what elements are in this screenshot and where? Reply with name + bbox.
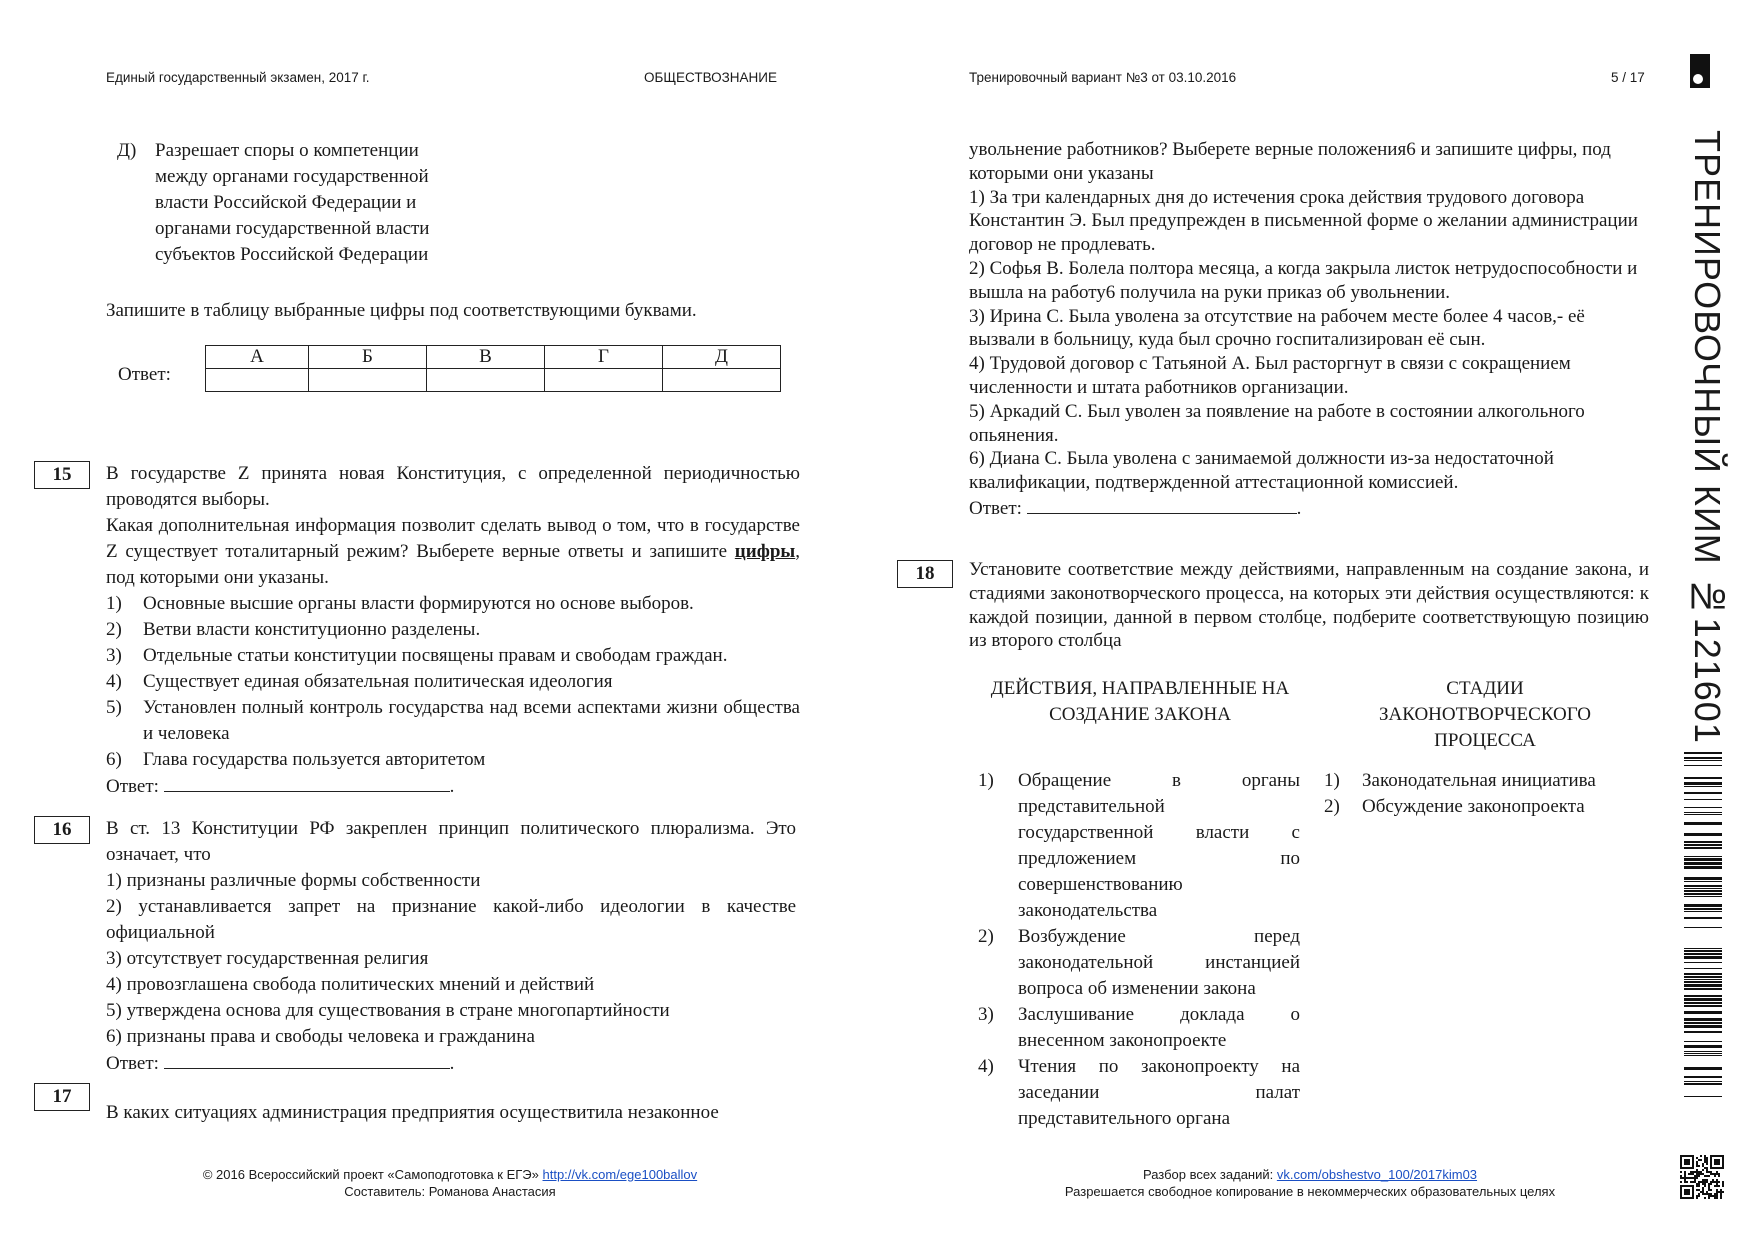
q18-col1-list [978, 768, 1300, 1132]
footer-left [130, 1166, 770, 1200]
list-item: 6) Глава государства пользуется авторитетом [106, 749, 486, 770]
q14-answer-table [205, 345, 781, 392]
q14-answer-cell-b[interactable] [309, 369, 427, 392]
list-item: 2) устанавливается запрет на признание какой-либо идеологии в качестве официальной [106, 896, 796, 943]
q14-line: между органами государственной [155, 166, 429, 187]
q15-question [106, 513, 800, 591]
list-item: 6) признаны права и свободы человека и гражданина [106, 1026, 535, 1047]
q14-option-d-text [155, 138, 475, 268]
list-item: 5) Установлен полный контроль государства над всеми аспектами жизни общества и человека [106, 697, 800, 744]
barcode [1684, 752, 1722, 1102]
header-exam-title: Единый государственный экзамен, 2017 г. [106, 70, 370, 85]
footer-author: Составитель: Романова Анастасия [344, 1184, 556, 1199]
q14-answer-label: Ответ: [118, 364, 171, 385]
q17-answer-label: Ответ: [969, 497, 1022, 519]
list-item: 5) утверждена основа для существования в стране многопартийности [106, 1000, 670, 1021]
list-item: 1) Основные высшие органы власти формируются но основе выборов. [106, 593, 694, 614]
footer-copyright: © 2016 Всероссийский проект «Самоподготовка к ЕГЭ» [202, 1167, 543, 1182]
list-item: 1) Обращение в органы представительной государственной власти с предложением по совершенствованию законодательства [978, 770, 1300, 921]
list-item: 4) Трудовой договор с Татьяной А. Был расторгнут в связи с сокращением численности и штата работников организации. [969, 353, 1571, 398]
footer-vk-link[interactable]: http://vk.com/ege100ballov [542, 1167, 698, 1182]
q14-col-b: Б [309, 346, 427, 369]
q14-line: субъектов Российской Федерации [155, 244, 429, 265]
q15-emphasis: цифры [734, 541, 796, 562]
q14-col-g: Г [545, 346, 663, 369]
q14-instruction: Запишите в таблицу выбранные цифры под соответствующими буквами. [106, 300, 697, 321]
q14-line: органами государственной власти [155, 218, 430, 239]
list-item: 4) Чтения по законопроекту на заседании палат представительного органа [978, 1056, 1300, 1129]
footer-license: Разрешается свободное копирование в некоммерческих образовательных целях [1064, 1184, 1556, 1199]
q15-answer-label: Ответ: [106, 776, 159, 797]
q14-letter-d: Д) [117, 140, 137, 161]
q16-block [106, 816, 796, 1077]
list-item: 3) Заслушивание доклада о внесенном законопроекте [978, 1004, 1300, 1051]
list-item: 3) отсутствует государственная религия [106, 948, 429, 969]
list-item: 2) Возбуждение перед законодательной инстанцией вопроса об изменении закона [978, 926, 1300, 999]
q14-col-a: А [206, 346, 309, 369]
q18-col2-list [1324, 768, 1644, 820]
q14-line: власти Российской Федерации и [155, 192, 417, 213]
list-item: 5) Аркадий С. Был уволен за появление на работе в состоянии алкогольного опьянения. [969, 400, 1585, 446]
list-item: 2) Софья В. Болела полтора месяца, а когда закрыла листок нетрудоспособности и вышла на работу6 получила на руки приказ об увольнении. [969, 257, 1638, 303]
list-item: 6) Диана С. Была уволена с занимаемой должности из-за недостаточной квалификации, подтвержденной аттестационной комиссией. [969, 448, 1554, 494]
q15-number: 15 [34, 461, 90, 489]
q18-col1-header: ДЕЙСТВИЯ, НАПРАВЛЕННЫЕ НА СОЗДАНИЕ ЗАКОНА [990, 678, 1290, 725]
q18-intro: Установите соответствие между действиями, направленным на создание закона, и стадиями законотворческого процесса, на которых эти действия осуществляются: к каждой позиции, данной в первом столбце, подберите соответствующую позицию из второго столбца [969, 559, 1649, 652]
list-item: 3) Ирина С. Была уволена за отсутствие на рабочем месте более 4 часов,- её вызвали в больницу, куда был срочно госпитализирован её сын. [969, 305, 1585, 351]
list-item: 4) провозглашена свобода политических мнений и действий [106, 974, 595, 995]
footer-analysis-label: Разбор всех заданий: [1142, 1167, 1277, 1182]
q17-number: 17 [34, 1083, 90, 1111]
q15-question-end: , под которыми они указаны. [106, 541, 800, 588]
list-item: 1) признаны различные формы собственности [106, 870, 481, 891]
q17-intro: В каких ситуациях администрация предприятия осуществитила незаконное [106, 1102, 719, 1123]
q15-intro: В государстве Z принята новая Конституция, с определенной периодичностью проводятся выборы. [106, 463, 800, 510]
q15-options [106, 591, 800, 773]
q14-answer-cell-g[interactable] [545, 369, 663, 392]
corner-marker [1690, 54, 1710, 88]
q16-number: 16 [34, 816, 90, 844]
q15-block [106, 461, 800, 800]
q16-answer-label: Ответ: [106, 1053, 159, 1074]
q17-question-text: увольнение работников? Выберете верные положения6 и запишите цифры, под которыми они указаны [969, 139, 1611, 184]
q17-answer-line[interactable]: Ответ: . [969, 495, 1649, 521]
q14-answer-cell-v[interactable] [427, 369, 545, 392]
q14-line: Разрешает споры о компетенции [155, 140, 419, 161]
list-item: 2) Ветви власти конституционно разделены. [106, 619, 481, 640]
list-item: 3) Отдельные статьи конституции посвящены правам и свободам граждан. [106, 645, 728, 666]
list-item: 4) Существует единая обязательная политическая идеология [106, 671, 613, 692]
q18-col2-header: СТАДИИ ЗАКОНОТВОРЧЕСКОГО ПРОЦЕССА [1379, 678, 1591, 751]
q15-question-text: Какая дополнительная информация позволит сделать вывод о том, что в государстве Z существует тоталитарный режим? Выберете верные ответы и запишите [106, 515, 800, 562]
q17-continuation [969, 138, 1649, 521]
header-variant: Тренировочный вариант №3 от 03.10.2016 [969, 70, 1237, 85]
sidebar-kim-title: ТРЕНИРОВОЧНЫЙ КИМ №121601 [1687, 130, 1728, 744]
q18-number: 18 [897, 560, 953, 588]
q15-answer-line[interactable]: Ответ: . [106, 773, 800, 800]
header-subject: ОБЩЕСТВОЗНАНИЕ [644, 70, 777, 85]
footer-right [1000, 1166, 1620, 1200]
footer-analysis-link[interactable]: vk.com/obshestvo_100/2017kim03 [1276, 1167, 1478, 1182]
list-item: 1) За три календарных дня до истечения срока действия трудового договора Константин Э. Был предупрежден в письменной форме о желании администрации договор не продлевать. [969, 186, 1638, 256]
q14-answer-cell-a[interactable] [206, 369, 309, 392]
list-item: 2) Обсуждение законопроекта [1324, 796, 1585, 817]
list-item: 1) Законодательная инициатива [1324, 770, 1596, 791]
q16-answer-line[interactable]: Ответ: . [106, 1050, 796, 1077]
qr-code [1680, 1155, 1724, 1199]
q14-answer-cell-d[interactable] [663, 369, 781, 392]
q14-col-v: В [427, 346, 545, 369]
q14-col-d: Д [663, 346, 781, 369]
header-page-number: 5 / 17 [1611, 70, 1645, 85]
q16-intro: В ст. 13 Конституции РФ закреплен принцип политического плюрализма. Это означает, что [106, 818, 796, 865]
